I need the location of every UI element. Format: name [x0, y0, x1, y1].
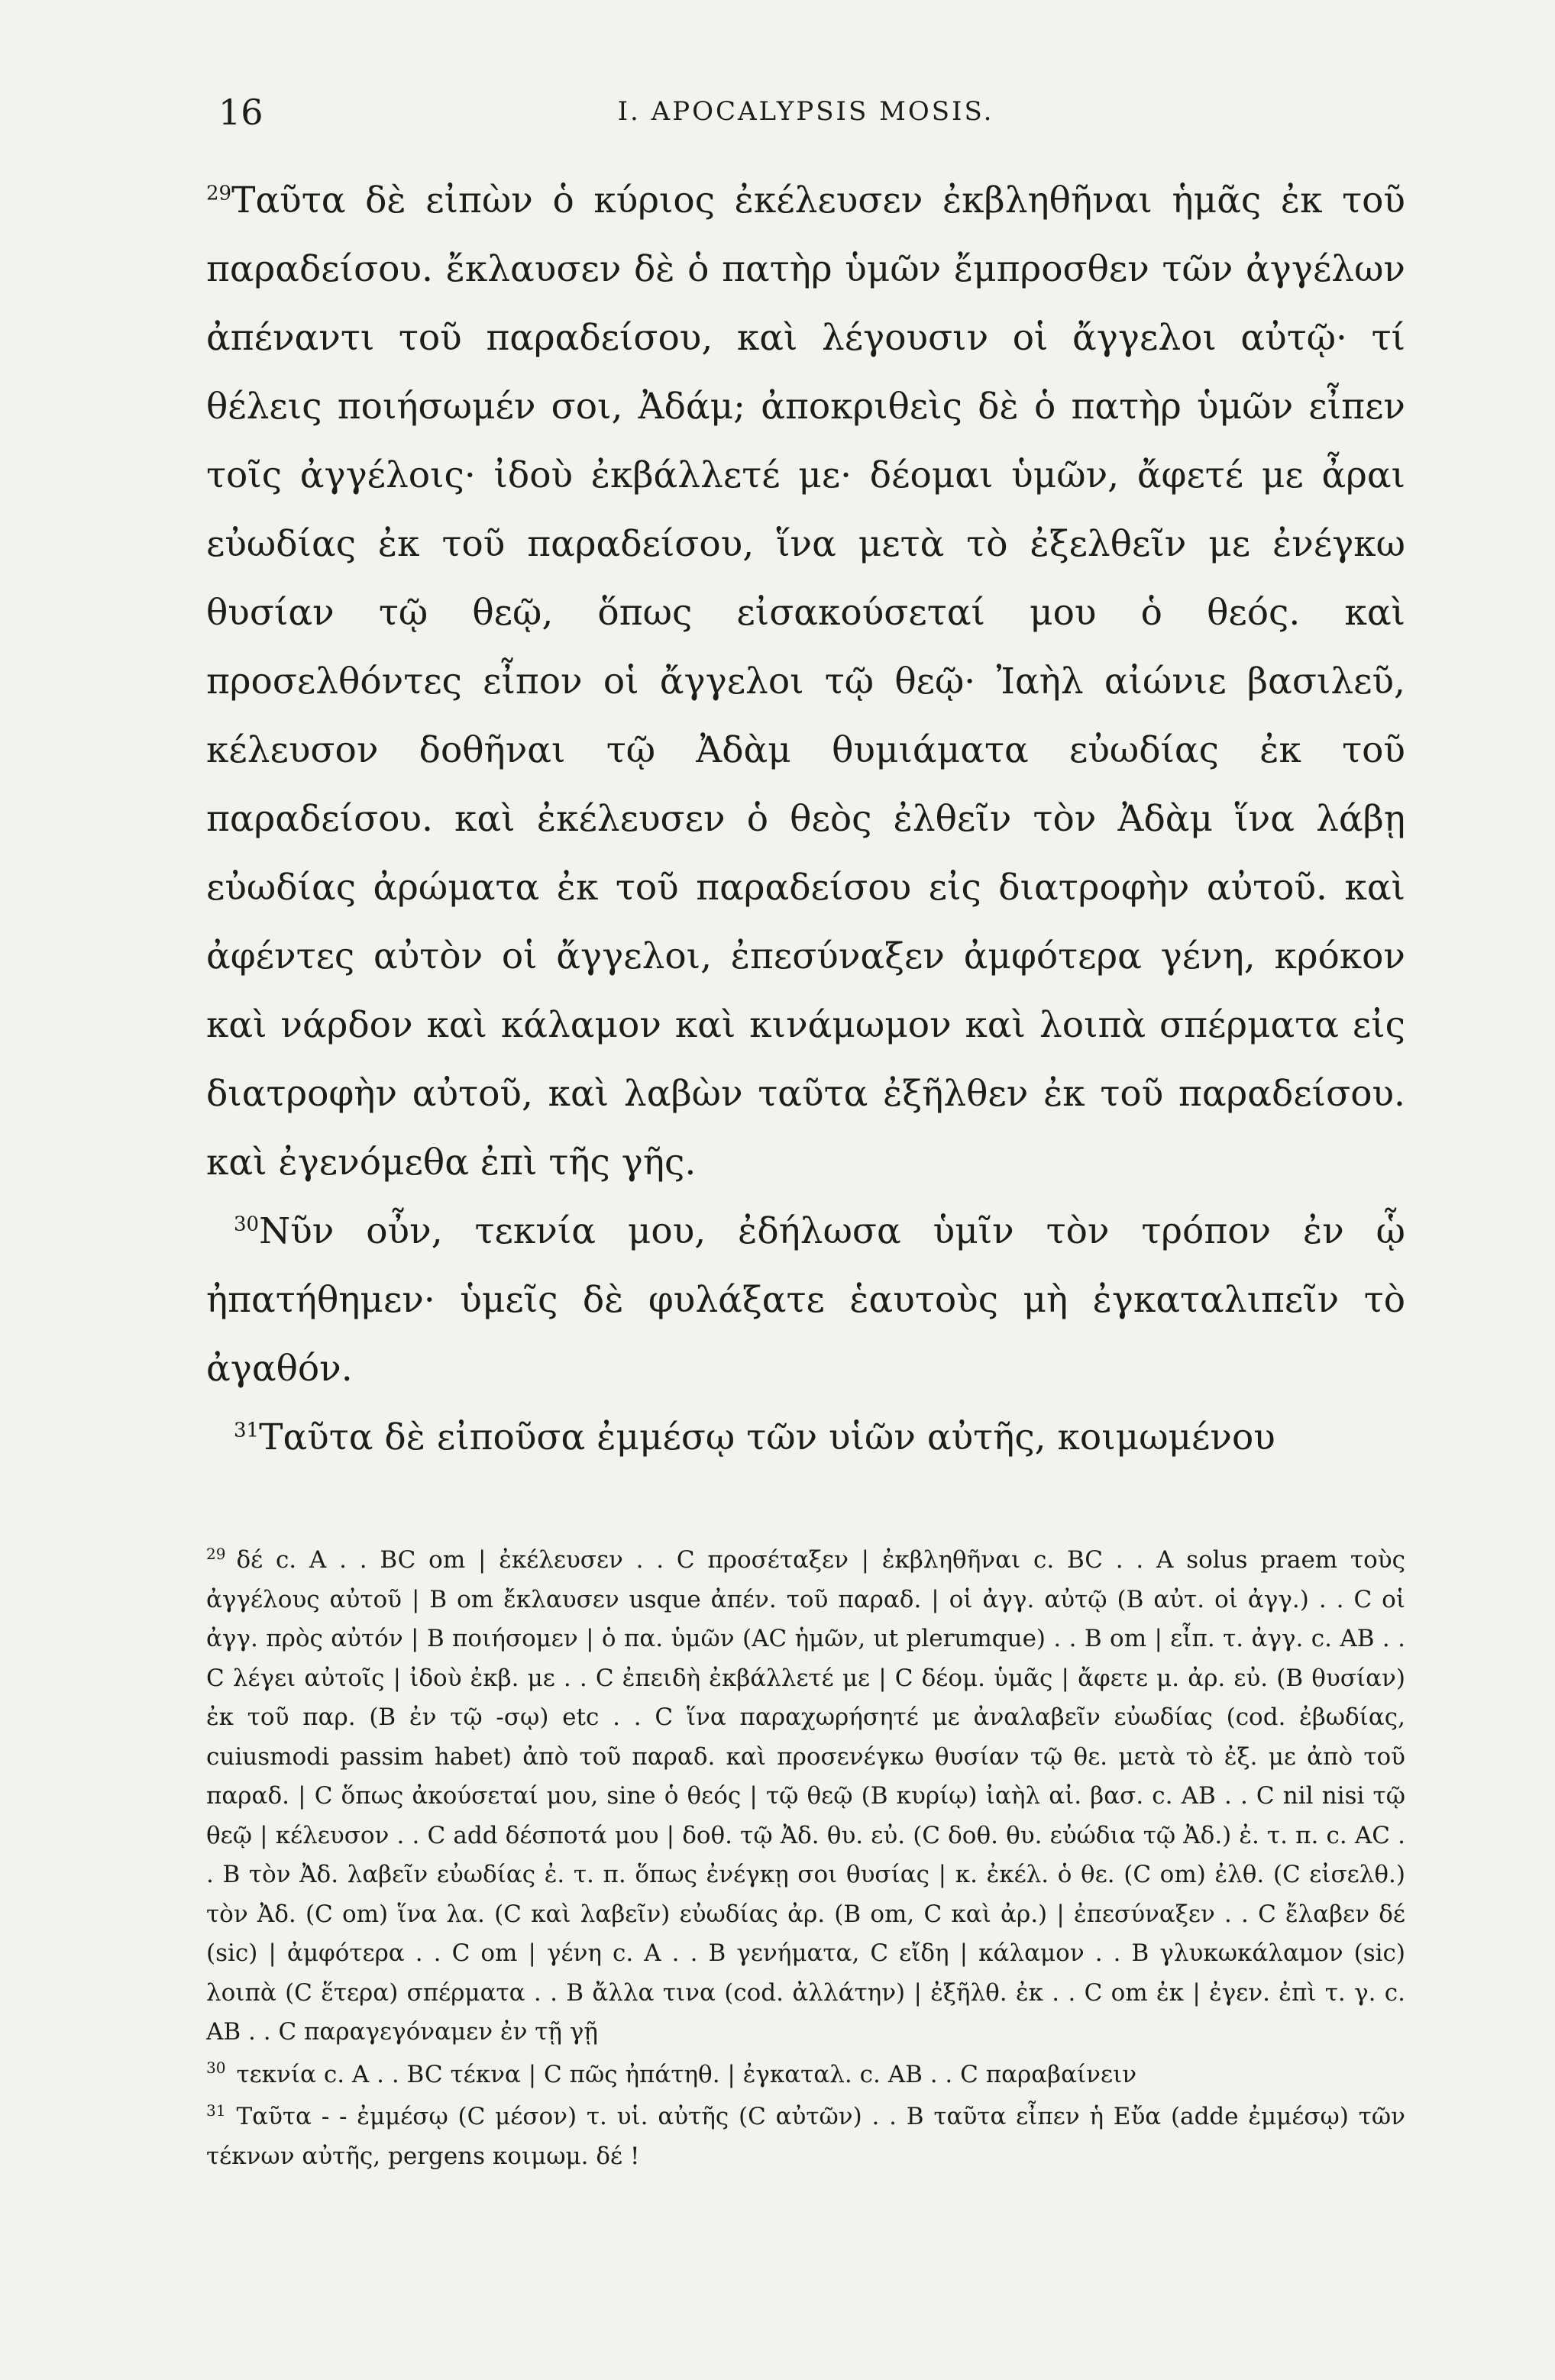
paragraph-text: Ταῦτα δὲ εἰπὼν ὁ κύριος ἐκέλευσεν ἐκβληθῆναι ἡμᾶς ἐκ τοῦ παραδείσου. ἔκλαυσεν δὲ ὁ πατὴρ ὑμῶν ἔμπροσθεν τῶν ἀγγέλων ἀπέναντι τοῦ παραδείσου, καὶ λέγουσιν οἱ ἄγγελοι αὐτῷ· τί θέλεις ποιήσωμέν σοι, Ἀδάμ; ἀποκριθεὶς δὲ ὁ πατὴρ ὑμῶν εἶπεν τοῖς ἀγγέλοις· ἰδοὺ ἐκβάλλετέ με· δέομαι ὑμῶν, ἄφετέ με ἆραι εὐωδίας ἐκ τοῦ παραδείσου, ἵνα μετὰ τὸ ἐξελθεῖν με ἐνέγκω θυσίαν τῷ θεῷ, ὅπως εἰσακούσεταί μου ὁ θεός. καὶ προσελθόντες εἶπον οἱ ἄγγελοι τῷ θεῷ· Ἰαὴλ αἰώνιε βασιλεῦ, κέλευσον δοθῆναι τῷ Ἀδὰμ θυμιάματα εὐωδίας ἐκ τοῦ παραδείσου. καὶ ἐκέλευσεν ὁ θεὸς ἐλθεῖν τὸν Ἀδὰμ ἵνα λάβῃ εὐωδίας ἀρώματα ἐκ τοῦ παραδείσου εἰς διατροφὴν αὐτοῦ. καὶ ἀφέντες αὐτὸν οἱ ἄγγελοι, ἐπεσύναξεν ἀμφότερα γένη, κρόκον καὶ νάρδον καὶ κάλαμον καὶ κινάμωμον καὶ λοιπὰ σπέρματα εἰς διατροφὴν αὐτοῦ, καὶ λαβὼν ταῦτα ἐξῆλθεν ἐκ τοῦ παραδείσου. καὶ ἐγενόμεθα ἐπὶ τῆς γῆς. — [206, 179, 1405, 1184]
critical-apparatus — [206, 1541, 1405, 2176]
page-header — [206, 92, 1405, 140]
footnote-text: τεκνία c. A . . BC τέκνα | C πῶς ἠπάτηθ. | ἐγκαταλ. c. AB . . C παραβαίνειν — [236, 2060, 1137, 2088]
verse-number: 31 — [234, 1419, 260, 1442]
verse-number: 29 — [206, 182, 232, 205]
footnote-29 — [206, 1541, 1405, 2052]
page — [206, 92, 1405, 2179]
main-text — [206, 166, 1405, 1472]
paragraph-text: Ταῦτα δὲ εἰποῦσα ἐμμέσῳ τῶν υἱῶν αὐτῆς, κοιμωμένου — [259, 1416, 1275, 1458]
paragraph-text: Νῦν οὖν, τεκνία μου, ἐδήλωσα ὑμῖν τὸν τρόπον ἐν ᾧ ἠπατήθημεν· ὑμεῖς δὲ φυλάξατε ἑαυτοὺς μὴ ἐγκαταλιπεῖν τὸ ἀγαθόν. — [206, 1210, 1405, 1390]
footnote-text: δέ c. A . . BC om | ἐκέλευσεν . . C προσέταξεν | ἐκβληθῆναι c. BC . . A solus praem τοὺς ἀγγέλους αὐτοῦ | B om ἔκλαυσεν usque ἀπέν. τοῦ παραδ. | οἱ ἀγγ. αὐτῷ (B αὐτ. οἱ ἀγγ.) . . C οἱ ἀγγ. πρὸς αὐτόν | B ποιήσομεν | ὁ πα. ὑμῶν (AC ἡμῶν, ut plerumque) . . B om | εἶπ. τ. ἀγγ. c. AB . . C λέγει αὐτοῖς | ἰδοὺ ἐκβ. με . . C ἐπειδὴ ἐκβάλλετέ με | C δέομ. ὑμᾶς | ἄφετε μ. ἀρ. εὐ. (B θυσίαν) ἐκ τοῦ παρ. (B ἐν τῷ -σῳ) etc . . C ἵνα παραχωρήσητέ με ἀναλαβεῖν εὐωδίας (cod. ἐβωδίας, cuiusmodi passim habet) ἀπὸ τοῦ παραδ. καὶ προσενέγκω θυσίαν τῷ θε. μετὰ τὸ ἐξ. με ἀπὸ τοῦ παραδ. | C ὅπως ἀκούσεταί μου, sine ὁ θεός | τῷ θεῷ (B κυρίῳ) ἰαὴλ αἰ. βασ. c. AB . . C nil nisi τῷ θεῷ | κέλευσον . . C add δέσποτά μου | δοθ. τῷ Ἀδ. θυ. εὐ. (C δοθ. θυ. εὐώδια τῷ Ἀδ.) ἐ. τ. π. c. AC . . B τὸν Ἀδ. λαβεῖν εὐωδίας ἐ. τ. π. ὅπως ἐνέγκῃ σοι θυσίας | κ. ἐκέλ. ὁ θε. (C om) ἐλθ. (C εἰσελθ.) τὸν Ἀδ. (C om) ἵνα λα. (C καὶ λαβεῖν) εὐωδίας ἀρ. (B om, C καὶ ἀρ.) | ἐπεσύναξεν . . C ἔλαβεν δέ (sic) | ἀμφότερα . . C om | γένη c. A . . B γενήματα, C εἴδη | κάλαμον . . B γλυκωκάλαμον (sic) λοιπὰ (C ἕτερα) σπέρματα . . B ἄλλα τινα (cod. ἀλλάτην) | ἐξῆλθ. ἐκ . . C om ἐκ | ἐγεν. ἐπὶ τ. γ. c. AB . . C παραγεγόναμεν ἐν τῇ γῇ — [206, 1546, 1405, 2046]
footnote-number: 31 — [206, 2101, 226, 2120]
footnote-number: 30 — [206, 2059, 226, 2078]
paragraph-29 — [206, 166, 1405, 1197]
footnote-30 — [206, 2055, 1405, 2095]
footnote-31 — [206, 2097, 1405, 2176]
footnote-number: 29 — [206, 1544, 226, 1563]
paragraph-30 — [206, 1197, 1405, 1403]
running-head: I. APOCALYPSIS MOSIS. — [617, 96, 994, 127]
paragraph-31 — [206, 1403, 1405, 1472]
page-number: 16 — [218, 92, 263, 133]
verse-number: 30 — [234, 1213, 260, 1236]
footnote-text: Ταῦτα - - ἐμμέσῳ (C μέσον) τ. υἱ. αὐτῆς (C αὐτῶν) . . B ταῦτα εἶπεν ἡ Εὔα (adde ἐμμέσῳ) τῶν τέκνων αὐτῆς, pergens κοιμωμ. δέ ! — [206, 2103, 1405, 2170]
